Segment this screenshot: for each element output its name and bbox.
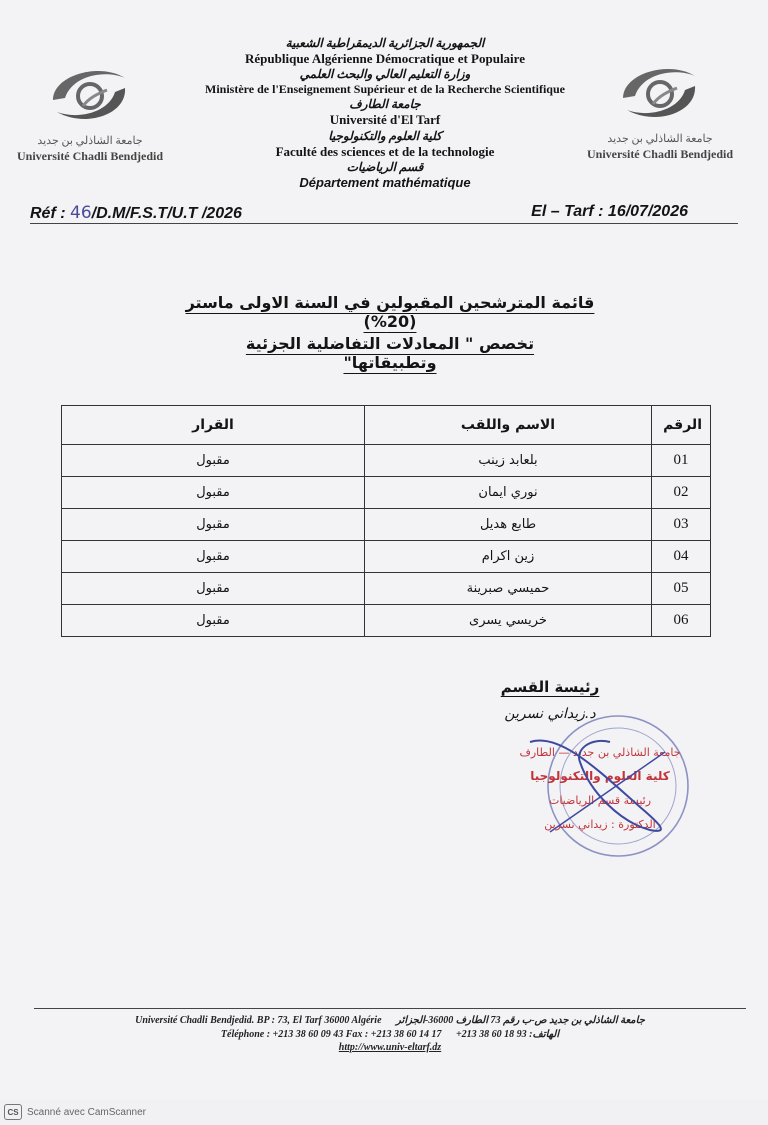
footer-address-fr: Université Chadli Bendjedid. BP : 73, El Tarf 36000 Algérie: [135, 1015, 382, 1026]
university-name-fr: Université d'El Tarf: [329, 112, 441, 128]
logo-arabic-name: جامعة الشاذلي بن جديد: [607, 133, 713, 145]
row-decision: مقبول: [62, 573, 365, 605]
table-row: [62, 477, 711, 509]
column-header-name: الاسم واللقب: [365, 406, 652, 445]
faculty-name-fr: Faculté des sciences et de la technologie: [275, 143, 495, 159]
row-number: 06: [652, 605, 711, 637]
row-number: 03: [652, 509, 711, 541]
university-logo-right: [560, 58, 760, 162]
document-title: قائمة المترشحين المقبولين في السنة الاولى ماستر (20%): [185, 293, 595, 331]
logo-french-name: Université Chadli Bendjedid: [586, 147, 733, 161]
footer-website-link[interactable]: http://www.univ-eltarf.dz: [338, 1042, 442, 1053]
row-name: نوري ايمان: [365, 477, 652, 509]
row-name: حميسي صبرينة: [365, 573, 652, 605]
department-name-fr: Département mathématique: [299, 174, 471, 190]
scanner-label: Scanné avec CamScanner: [27, 1106, 146, 1118]
ministry-name-fr: Ministère de l'Enseignement Supérieur et de la Recherche Scientifique: [205, 82, 565, 97]
page-footer: [34, 1008, 746, 1055]
reference-line: [30, 203, 738, 224]
signatory-name: د.زيداني نسرين: [504, 706, 596, 722]
column-header-number: الرقم: [652, 406, 711, 445]
letterhead: [180, 36, 590, 191]
place-and-date: El – Tarf : 16/07/2026: [531, 203, 688, 220]
stamp-line-1: جامعة الشاذلي بن جديد — الطارف: [519, 746, 681, 759]
logo-arabic-name: جامعة الشاذلي بن جديد: [37, 135, 143, 147]
column-header-decision: القرار: [62, 406, 365, 445]
footer-phone-ar: الهاتف: 93 18 60 38 213+: [455, 1028, 560, 1040]
row-decision: مقبول: [62, 445, 365, 477]
scanner-watermark: [4, 1104, 146, 1120]
table-row: [62, 605, 711, 637]
camscanner-logo-icon: CS: [4, 1104, 22, 1120]
university-logo-left: [0, 60, 190, 164]
reference-suffix: /D.M/F.S.T/U.T /2026: [91, 205, 242, 222]
table-row: [62, 541, 711, 573]
row-number: 01: [652, 445, 711, 477]
row-number: 02: [652, 477, 711, 509]
row-decision: مقبول: [62, 477, 365, 509]
admitted-candidates-table: [61, 405, 711, 637]
footer-phone-fr: Téléphone : +213 38 60 09 43 Fax : +213 38 60 14 17: [220, 1028, 442, 1040]
reference-prefix: Réf :: [30, 205, 70, 222]
university-emblem-icon: [615, 58, 705, 128]
stamp-line-4: الدكتورة : زيداني نسرين: [544, 818, 656, 831]
table-row: [62, 509, 711, 541]
university-name-ar: جامعة الطارف: [349, 97, 421, 112]
republic-name-fr: République Algérienne Démocratique et Populaire: [245, 51, 525, 66]
row-name: زين اكرام: [365, 541, 652, 573]
reference-handwritten-number: 46: [70, 203, 92, 223]
footer-address-ar: جامعة الشاذلي بن جديد ص-ب رقم 73 الطارف 36000-الجزائر: [396, 1015, 645, 1026]
stamp-line-3: رئيسة قسم الرياضيات: [548, 794, 652, 807]
faculty-name-ar: كلية العلوم والتكنولوجيا: [328, 128, 442, 143]
document-subtitle: تخصص " المعادلات التفاضلية الجزئية وتطبيقاتها": [245, 334, 535, 372]
republic-name-ar: الجمهورية الجزائرية الديمقراطية الشعبية: [285, 36, 485, 50]
table-header-row: [62, 406, 711, 445]
row-name: بلعابد زينب: [365, 445, 652, 477]
stamp-line-2: كلية العلوم والتكنولوجيا: [530, 769, 670, 783]
row-number: 04: [652, 541, 711, 573]
row-decision: مقبول: [62, 509, 365, 541]
row-name: طابع هديل: [365, 509, 652, 541]
row-decision: مقبول: [62, 541, 365, 573]
row-name: خريسي يسرى: [365, 605, 652, 637]
ministry-name-ar: وزارة التعليم العالي والبحث العلمي: [299, 67, 471, 82]
signatory-title: رئيسة القسم: [500, 678, 600, 696]
row-number: 05: [652, 573, 711, 605]
table-row: [62, 573, 711, 605]
university-emblem-icon: [45, 60, 135, 130]
table-row: [62, 445, 711, 477]
logo-french-name: Université Chadli Bendjedid: [16, 149, 163, 163]
row-decision: مقبول: [62, 605, 365, 637]
department-name-ar: قسم الرياضيات: [346, 159, 424, 174]
official-stamp-icon: [490, 712, 700, 862]
reference-number: [30, 203, 242, 223]
